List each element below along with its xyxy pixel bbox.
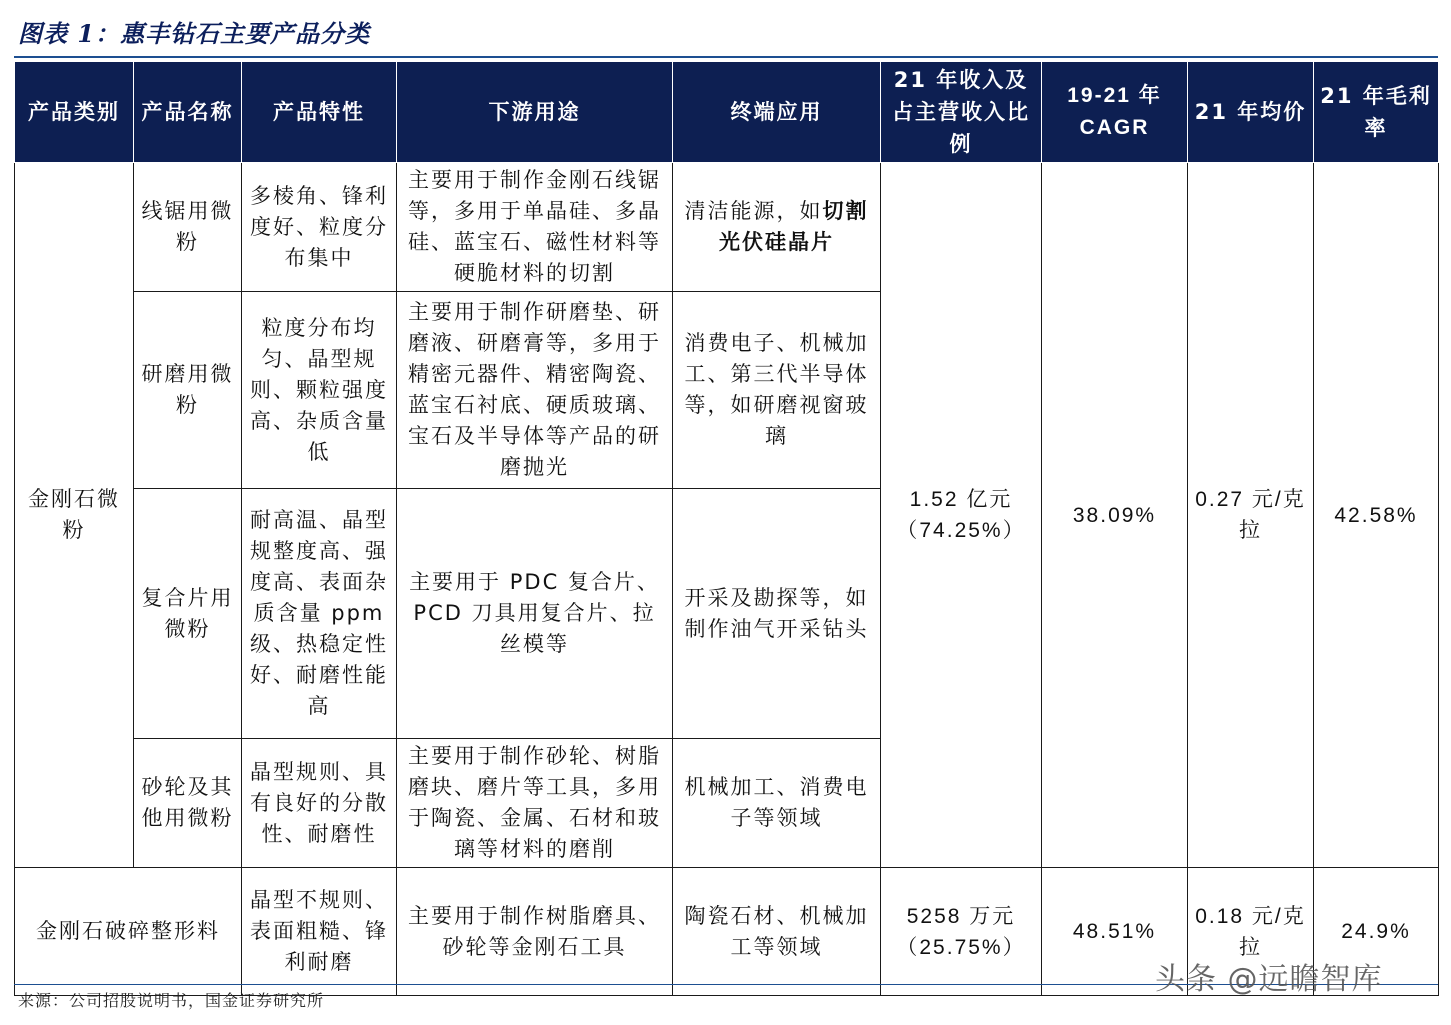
- terminal-cell: 开采及勘探等，如制作油气开采钻头: [673, 489, 881, 739]
- header-terminal: 终端应用: [673, 62, 881, 163]
- table-row: [15, 163, 1439, 292]
- source-note: 来源：公司招股说明书，国金证券研究所: [18, 991, 325, 1010]
- margin-cell: 42.58%: [1314, 163, 1439, 868]
- header-margin: 21 年毛利率: [1314, 62, 1439, 163]
- header-feature: 产品特性: [242, 62, 397, 163]
- margin-cell: 24.9%: [1314, 868, 1439, 996]
- terminal-cell: 机械加工、消费电子等领域: [673, 739, 881, 868]
- header-usage: 下游用途: [397, 62, 673, 163]
- product-table: [14, 61, 1439, 996]
- terminal-highlight: 切割光伏硅晶片: [719, 199, 869, 254]
- terminal-text: 清洁能源，如: [684, 199, 823, 223]
- cagr-cell: 48.51%: [1042, 868, 1188, 996]
- usage-cell: 主要用于制作砂轮、树脂磨块、磨片等工具，多用于陶瓷、金属、石材和玻璃等材料的磨削: [397, 739, 673, 868]
- revenue-cell: 5258 万元（25.75%）: [881, 868, 1042, 996]
- product-name-cell: 砂轮及其他用微粉: [134, 739, 242, 868]
- feature-cell: 耐高温、晶型规整度高、强度高、表面杂质含量 ppm 级、热稳定性好、耐磨性能高: [242, 489, 397, 739]
- figure-title: 图表 1：惠丰钻石主要产品分类: [18, 19, 371, 48]
- header-price: 21 年均价: [1188, 62, 1314, 163]
- terminal-cell: 陶瓷石材、机械加工等领域: [673, 868, 881, 996]
- cagr-cell: 38.09%: [1042, 163, 1188, 868]
- price-cell: 0.18 元/克拉: [1188, 868, 1314, 996]
- revenue-cell: 1.52 亿元（74.25%）: [881, 163, 1042, 868]
- price-cell: 0.27 元/克拉: [1188, 163, 1314, 868]
- usage-cell: 主要用于制作金刚石线锯等，多用于单晶硅、多晶硅、蓝宝石、磁性材料等硬脆材料的切割: [397, 163, 673, 292]
- terminal-cell: 消费电子、机械加工、第三代半导体等，如研磨视窗玻璃: [673, 292, 881, 489]
- terminal-cell: [673, 163, 881, 292]
- usage-cell: 主要用于 PDC 复合片、PCD 刀具用复合片、拉丝模等: [397, 489, 673, 739]
- feature-cell: 粒度分布均匀、晶型规则、颗粒强度高、杂质含量低: [242, 292, 397, 489]
- feature-cell: 晶型规则、具有良好的分散性、耐磨性: [242, 739, 397, 868]
- category-cell: 金刚石微粉: [15, 163, 134, 868]
- header-category: 产品类别: [15, 62, 134, 163]
- category-cell: 金刚石破碎整形料: [15, 868, 242, 996]
- product-name-cell: 复合片用微粉: [134, 489, 242, 739]
- title-divider: [14, 56, 1438, 58]
- usage-cell: 主要用于制作研磨垫、研磨液、研磨膏等，多用于精密元器件、精密陶瓷、蓝宝石衬底、硬质玻璃、宝石及半导体等产品的研磨抛光: [397, 292, 673, 489]
- header-name: 产品名称: [134, 62, 242, 163]
- header-cagr: 19-21 年 CAGR: [1042, 62, 1188, 163]
- feature-cell: 多棱角、锋利度好、粒度分布集中: [242, 163, 397, 292]
- usage-cell: 主要用于制作树脂磨具、砂轮等金刚石工具: [397, 868, 673, 996]
- watermark: 头条 @远瞻智库: [1155, 962, 1383, 997]
- header-row: [15, 62, 1439, 163]
- product-name-cell: 线锯用微粉: [134, 163, 242, 292]
- product-name-cell: 研磨用微粉: [134, 292, 242, 489]
- header-revenue: 21 年收入及占主营收入比例: [881, 62, 1042, 163]
- feature-cell: 晶型不规则、表面粗糙、锋利耐磨: [242, 868, 397, 996]
